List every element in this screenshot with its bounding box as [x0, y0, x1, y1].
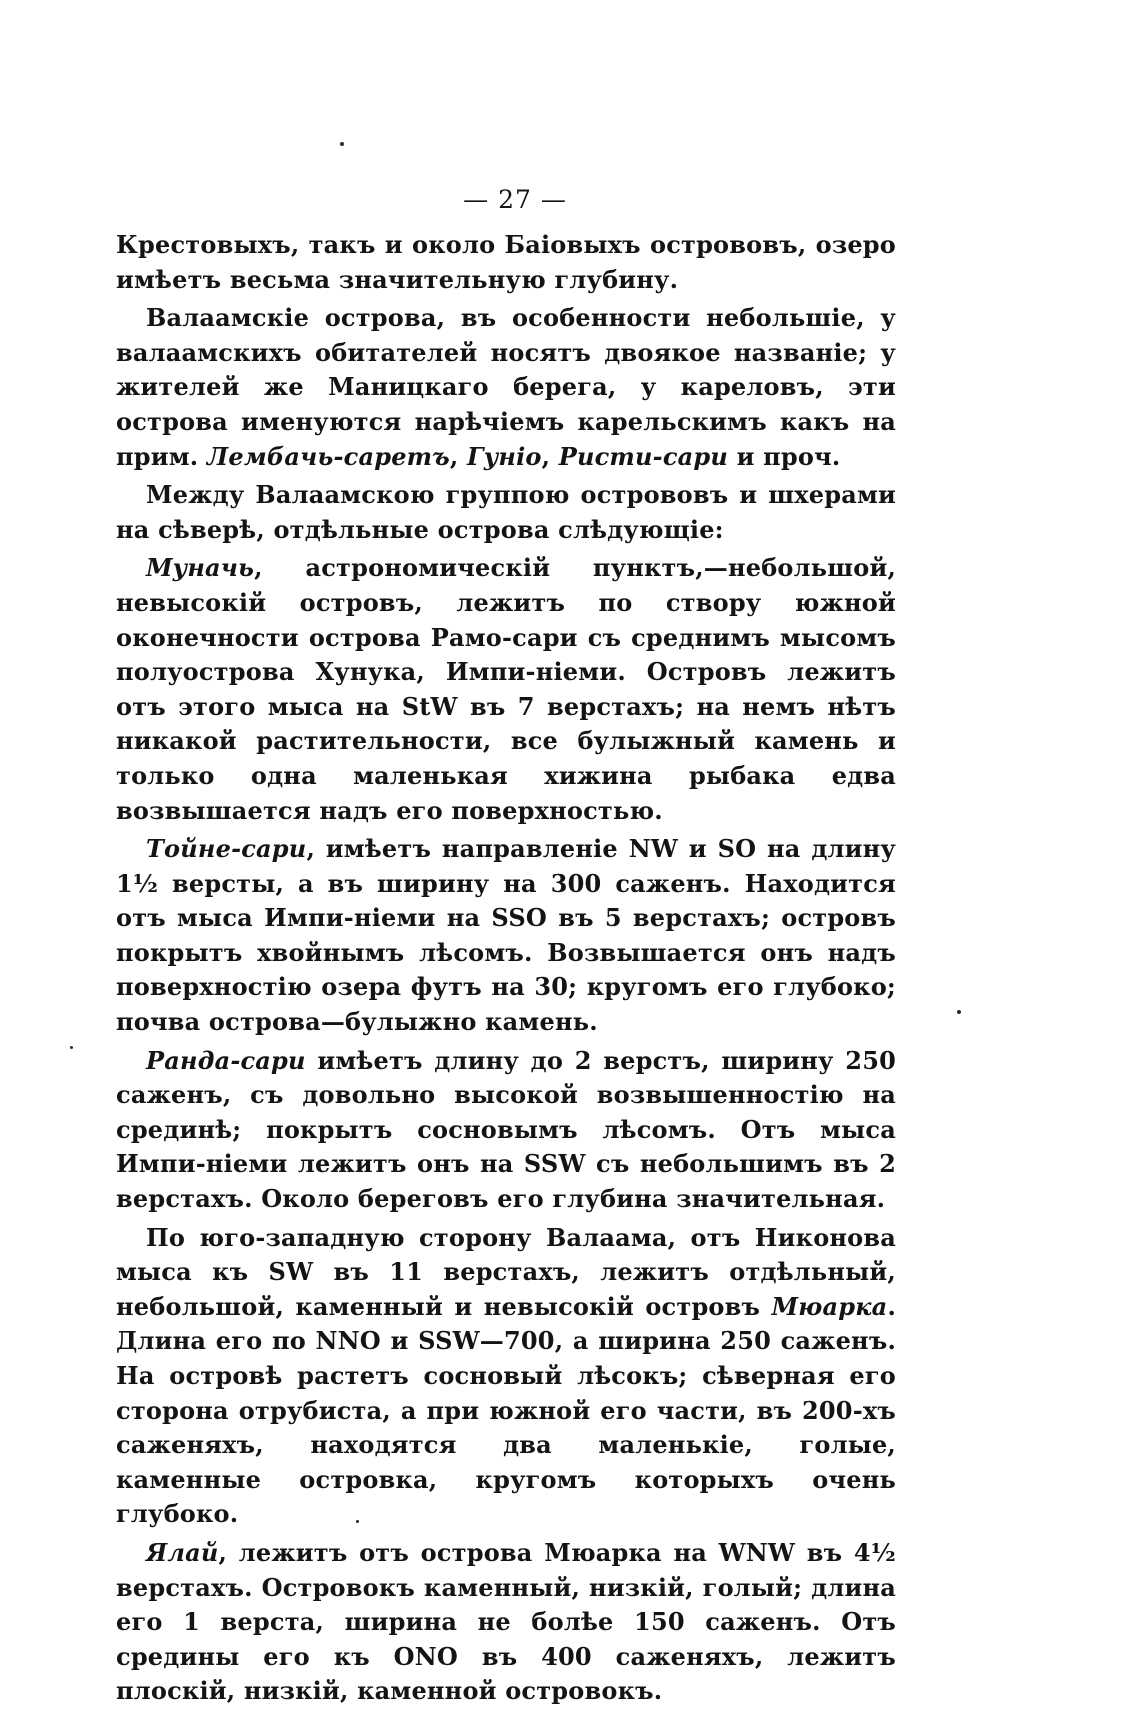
italic-place-name: Тойне-сари	[146, 834, 307, 864]
paragraph-continued: Крестовыхъ, такъ и около Баіовыхъ острововъ, озеро имѣетъ весьма значительную глубину.	[116, 230, 896, 294]
italic-place-name: Мюарка	[771, 1291, 888, 1321]
scan-speck	[340, 142, 344, 146]
book-page	[116, 150, 896, 1706]
paragraph-toine-sari: Тойне-сари, имѣетъ направленіе NW и SO на длину 1½ версты, а въ ширину на 300 саженъ. Находится отъ мыса Импи-ніеми на SSO въ 5 верстахъ; островъ покрытъ хвойнымъ лѣсомъ. Возвышается онъ надъ поверхностію озера футъ на 30; кругомъ его глубоко; почва острова—булыжно камень.	[116, 834, 896, 1037]
italic-place-name: Муначь	[146, 553, 255, 583]
italic-place-name: Лембачь-саретъ	[206, 441, 450, 471]
italic-place-name: Гуніо	[467, 441, 542, 471]
paragraph-myuarka: По юго-западную сторону Валаама, отъ Никонова мыса къ SW въ 11 верстахъ, лежитъ отдѣльный, небольшой, каменный и невысокій островъ Мюарка. Длина его по NNO и SSW—700, а ширина 250 саженъ. На островѣ растетъ сосновый лѣсокъ; сѣверная его сторона отрубиста, а при южной его части, въ 200-хъ саженяхъ, находятся два маленькіе, голые, каменные островка, кругомъ которыхъ очень глубоко.	[116, 1222, 896, 1529]
paragraph-yalai: Ялай, лежитъ отъ острова Мюарка на WNW въ 4½ верстахъ. Островокъ каменный, низкій, голый; длина его 1 верста, ширина не болѣе 150 саженъ. Отъ средины его къ ONO въ 400 саженяхъ, лежитъ плоскій, низкій, каменной островокъ.	[116, 1537, 896, 1706]
scan-speck	[356, 1520, 359, 1523]
italic-place-name: Ялай	[146, 1537, 219, 1567]
paragraph-northern-islands-intro: Между Валаамскою группою острововъ и шхерами на сѣверѣ, отдѣльные острова слѣдующіе:	[116, 480, 896, 544]
italic-place-name: Ранда-сари	[146, 1045, 306, 1075]
italic-place-name: Ристи-сари	[558, 441, 729, 471]
paragraph-randa-sari: Ранда-сари имѣетъ длину до 2 верстъ, ширину 250 саженъ, съ довольно высокой возвышенностію на срединѣ; покрытъ сосновымъ лѣсомъ. Отъ мыса Импи-ніеми лежитъ онъ на SSW съ небольшимъ въ 2 верстахъ. Около береговъ его глубина значительная.	[116, 1045, 896, 1214]
paragraph-valaam-islands-names: Валаамскіе острова, въ особенности небольшіе, у валаамскихъ обитателей носятъ двоякое названіе; у жителей же Маницкаго берега, у кареловъ, эти острова именуются нарѣчіемъ карельскимъ какъ на прим. Лембачь-саретъ, Гуніо, Ристи-сари и проч.	[116, 303, 896, 471]
page-number: — 27 —	[463, 185, 567, 214]
paragraph-munach: Муначь, астрономическій пунктъ,—небольшой, невысокій островъ, лежитъ по створу южной оконечности острова Рамо-сари съ среднимъ мысомъ полуострова Хунука, Импи-ніеми. Островъ лежитъ отъ этого мыса на StW въ 7 верстахъ; на немъ нѣтъ никакой растительности, все булыжный камень и только одна маленькая хижина рыбака едва возвышается надъ его поверхностью.	[116, 553, 896, 825]
scan-speck	[957, 1010, 961, 1014]
scan-speck	[70, 1046, 73, 1049]
